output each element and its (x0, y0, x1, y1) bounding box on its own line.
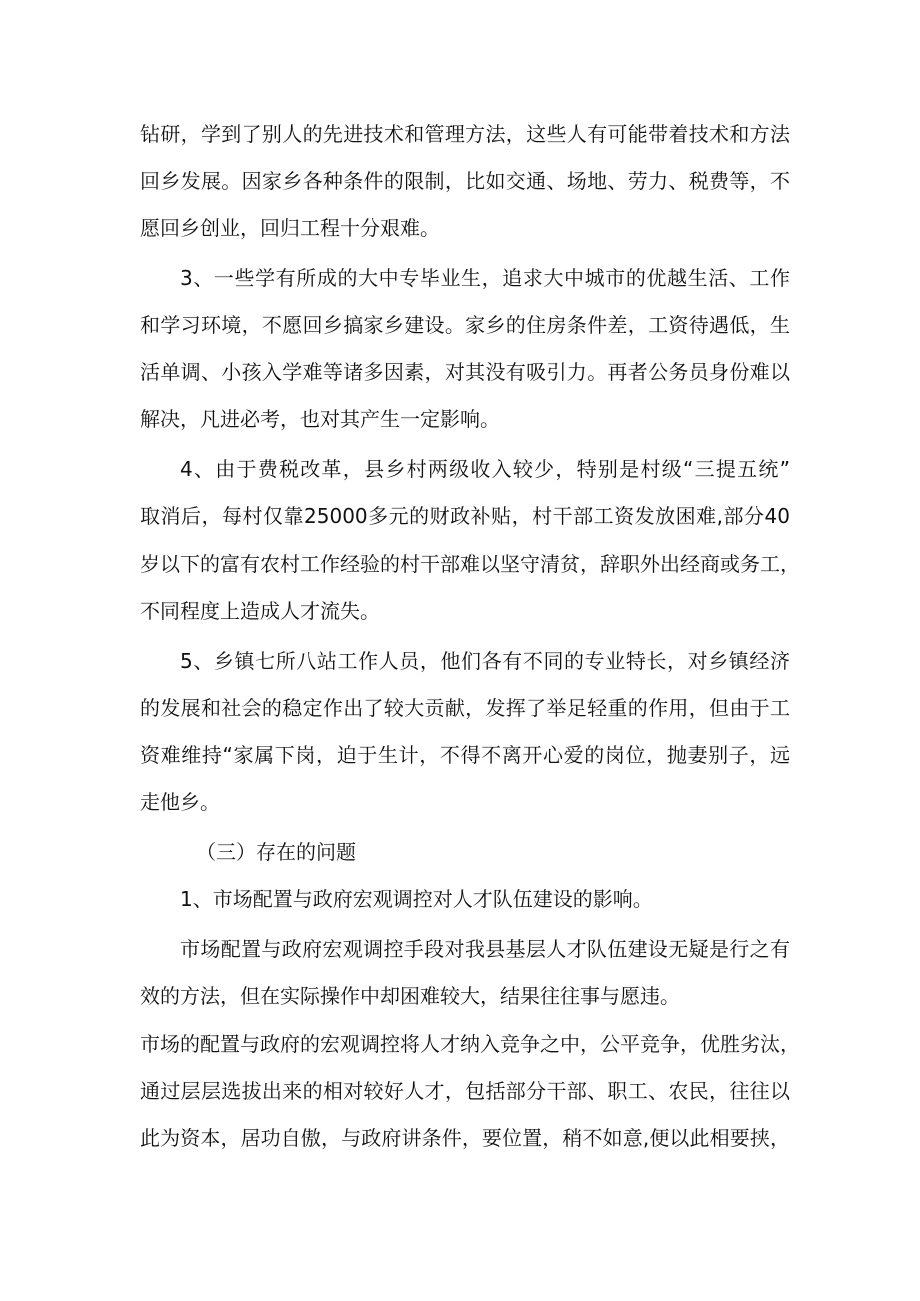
body-text-line: 通过层层选拔出来的相对较好人才，包括部分干部、职工、农民，往往以 (140, 1079, 790, 1103)
section-heading: （三）存在的问题 (196, 840, 356, 864)
paragraph-first-line: 市场配置与政府宏观调控手段对我县基层人才队伍建设无疑是行之有 (180, 937, 790, 961)
paragraph-3-first-line: 3、一些学有所成的大中专毕业生，追求大中城市的优越生活、工作 (180, 266, 790, 290)
paragraph-4-first-line: 4、由于费税改革，县乡村两级收入较少，特别是村级“三提五统” (180, 457, 790, 481)
body-text-line: 解决，凡进必考，也对其产生一定影响。 (140, 407, 500, 431)
subsection-heading: 1、市场配置与政府宏观调控对人才队伍建设的影响。 (180, 887, 653, 911)
body-text-line: 的发展和社会的稳定作出了较大贡献，发挥了举足轻重的作用，但由于工 (140, 696, 790, 720)
body-text-line: 回乡发展。因家乡各种条件的限制，比如交通、场地、劳力、税费等，不 (140, 169, 790, 193)
body-text-line: 市场的配置与政府的宏观调控将人才纳入竞争之中，公平竞争，优胜劣汰， (140, 1032, 800, 1056)
body-text-line: 此为资本，居功自傲，与政府讲条件，要位置，稍不如意,便以此相要挟， (140, 1126, 790, 1150)
body-text-line: 钻研，学到了别人的先进技术和管理方法，这些人有可能带着技术和方法 (140, 122, 790, 146)
body-text-line: 取消后，每村仅靠25000多元的财政补贴，村干部工资发放困难,部分40 (140, 504, 790, 528)
body-text-line: 愿回乡创业，回归工程十分艰难。 (140, 216, 440, 240)
body-text-line: 和学习环境，不愿回乡搞家乡建设。家乡的住房条件差，工资待遇低，生 (140, 313, 790, 337)
body-text-line: 效的方法，但在实际操作中却困难较大，结果往往事与愿违。 (140, 984, 680, 1008)
paragraph-5-first-line: 5、乡镇七所八站工作人员，他们各有不同的专业特长，对乡镇经济 (180, 649, 790, 673)
body-text-line: 活单调、小孩入学难等诸多因素，对其没有吸引力。再者公务员身份难以 (140, 360, 790, 384)
body-text-line: 走他乡。 (140, 790, 220, 814)
body-text-line: 不同程度上造成人才流失。 (140, 599, 380, 623)
body-text-line: 岁以下的富有农村工作经验的村干部难以坚守清贫，辞职外出经商或务工， (140, 552, 800, 576)
body-text-line: 资难维持“家属下岗，迫于生计，不得不离开心爱的岗位，抛妻别子，远 (140, 743, 790, 767)
